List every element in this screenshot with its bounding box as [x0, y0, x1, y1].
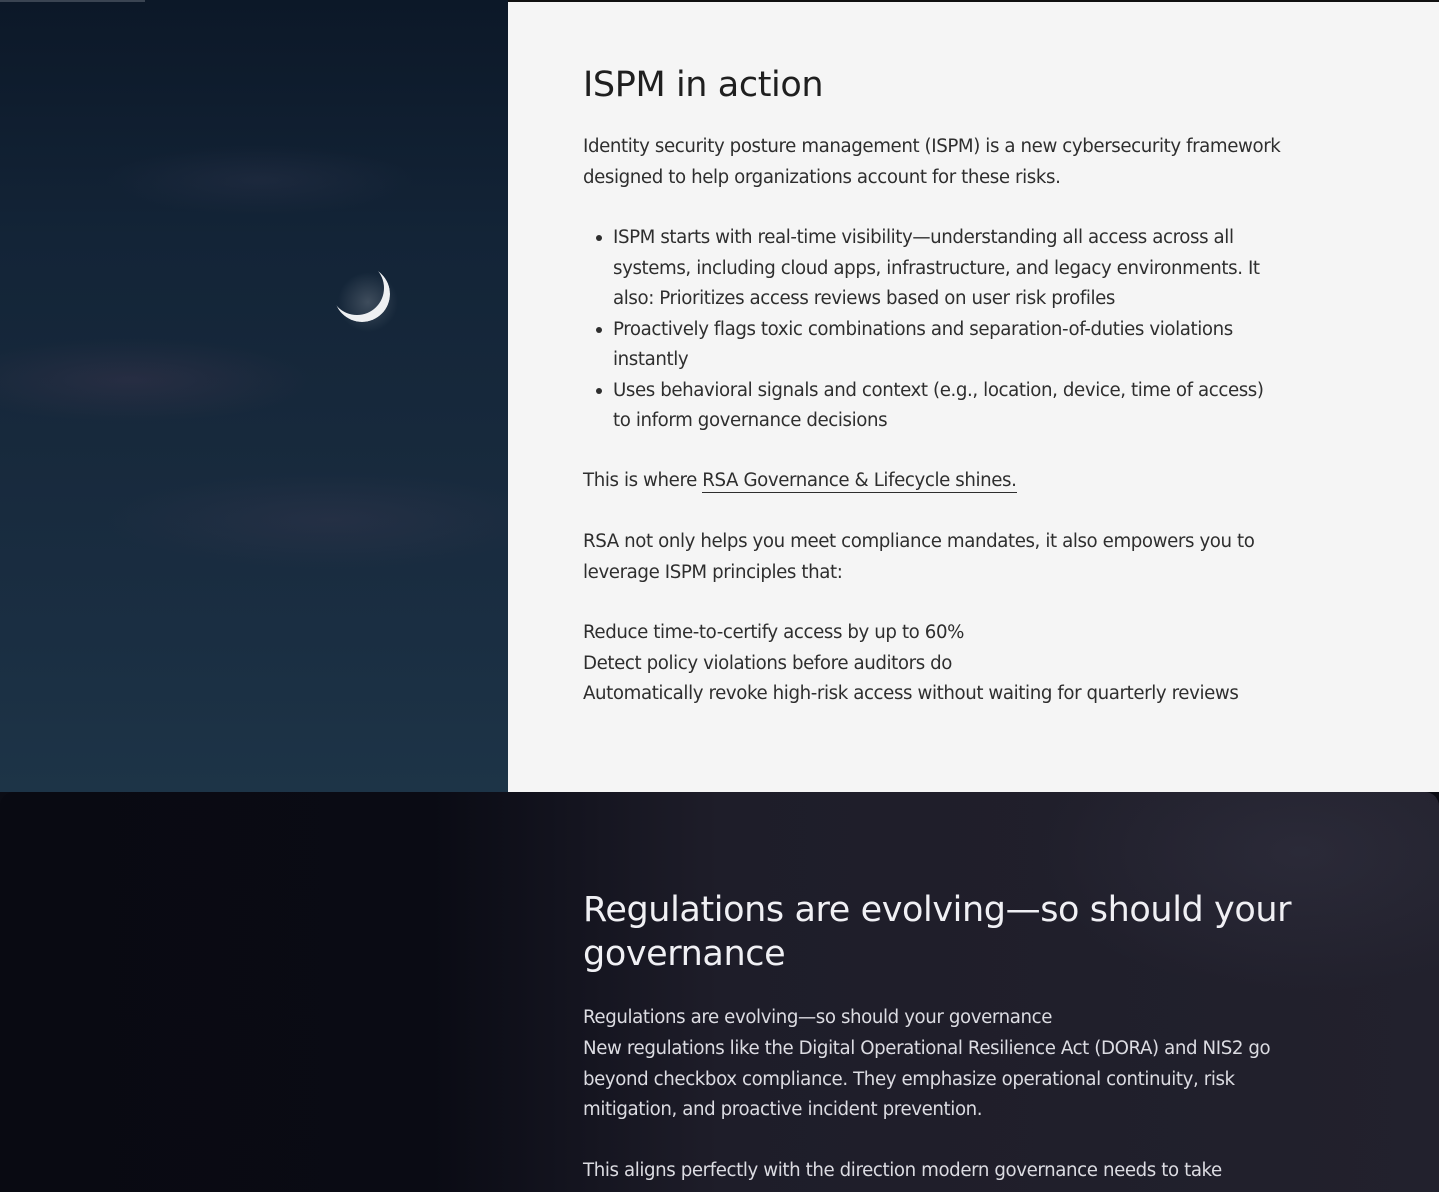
list-item: Uses behavioral signals and context (e.g., location, device, time of access) to inform governance decisions: [613, 376, 1283, 437]
shines-prefix: This is where: [583, 470, 703, 491]
crescent-moon-icon: [326, 262, 398, 334]
ispm-intro: Identity security posture management (ISPM) is a new cybersecurity framework designed to help organizations account for these risks.: [583, 136, 1281, 188]
regulations-section: [0, 792, 1439, 1181]
night-sky-image: [0, 0, 508, 792]
list-item: Proactively flags toxic combinations and separation-of-duties violations instantly: [613, 315, 1283, 376]
shines-paragraph: [583, 466, 1283, 497]
outcome-item: Reduce time-to-certify access by up to 60%: [583, 622, 965, 643]
rsa-paragraph: RSA not only helps you meet compliance mandates, it also empowers you to leverage ISPM principles that:: [583, 531, 1255, 583]
outcome-item: Automatically revoke high-risk access without waiting for quarterly reviews: [583, 683, 1239, 704]
ispm-heading: ISPM in action: [583, 65, 824, 105]
regulations-card: [0, 792, 1439, 1192]
regulations-subheading: Regulations are evolving—so should your governance: [583, 1007, 1053, 1028]
rsa-governance-link[interactable]: RSA Governance & Lifecycle shines.: [702, 470, 1017, 491]
regulations-heading: Regulations are evolving—so should your governance: [583, 890, 1292, 974]
outcome-item: Detect policy violations before auditors do: [583, 653, 953, 674]
regulations-cutoff-text: This aligns perfectly with the direction modern governance needs to take: [583, 1160, 1222, 1181]
ispm-bullet-list: [583, 223, 1283, 437]
regulations-body: New regulations like the Digital Operational Resilience Act (DORA) and NIS2 go beyond checkbox compliance. They emphasize operational continuity, risk mitigation, and proactive incident prevention.: [583, 1038, 1271, 1120]
list-item: ISPM starts with real-time visibility—understanding all access across all systems, including cloud apps, infrastructure, and legacy environments. It also: Prioritizes access reviews based on user risk profiles: [613, 223, 1283, 315]
divider: [0, 0, 145, 2]
ispm-content: [508, 2, 1439, 792]
